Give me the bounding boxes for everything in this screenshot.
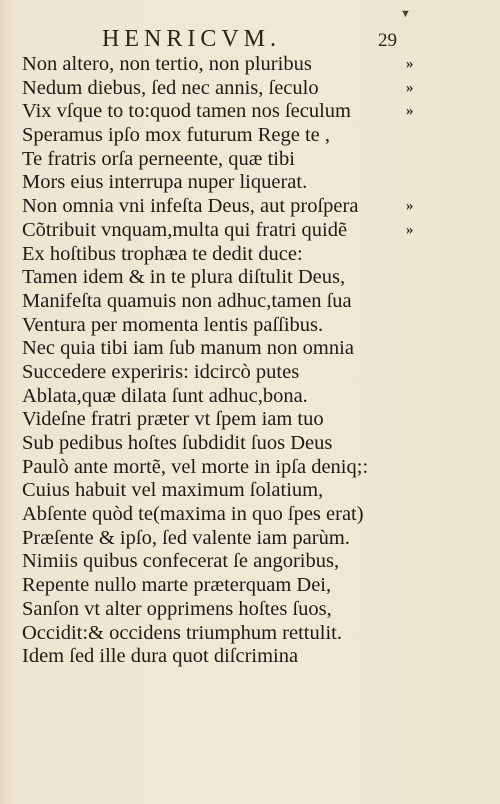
verse-line-text: Ventura per momenta lentis paſſibus. [22, 313, 324, 336]
quotation-mark: » [406, 103, 414, 120]
verse-line-text: Te fratris orſa perneente, quæ tibi [22, 147, 295, 170]
verse-line-text: Vix vſque to to:quod tamen nos ſeculum [22, 100, 352, 123]
verse-line-text: Speramus ipſo mox futurum Rege te , [22, 124, 331, 147]
verse-line [22, 432, 482, 456]
verse-line [22, 77, 482, 101]
verse-line-text: Tamen idem & in te plura diſtulit Deus, [22, 266, 346, 289]
verse-line [22, 53, 482, 77]
verse-line-text: Occidit:& occidens triumphum rettulit. [22, 621, 342, 644]
verse-line [22, 598, 482, 622]
verse-line-text: Ablata,quæ dilata ſunt adhuc,bona. [22, 384, 308, 407]
quotation-mark: » [406, 198, 414, 215]
verse-line-text: Cuius habuit vel maximum ſolatium, [22, 479, 324, 502]
verse-line [22, 314, 482, 338]
verse-line [22, 479, 482, 503]
verse-line-text: Paulò ante mortẽ, vel morte in ipſa deniq;: [22, 455, 369, 478]
verse-line [22, 124, 482, 148]
verse-line-text: Nedum diebus, ſed nec annis, ſeculo [22, 76, 319, 99]
verse-line [22, 385, 482, 409]
verse-line [22, 100, 482, 124]
verse-line-text: Nimiis quibus confecerat ſe angoribus, [22, 550, 340, 573]
verse-line-text: Idem ſed ille dura quot diſcrimina [22, 645, 299, 668]
verse-line [22, 361, 482, 385]
verse-line-text: Succedere experiris: idcircò putes [22, 360, 300, 383]
verse-line [22, 148, 482, 172]
corner-mark-icon: ▼ [400, 8, 411, 20]
quotation-mark: » [406, 56, 414, 72]
page-header [0, 8, 500, 54]
verse-line [22, 243, 482, 267]
verse-line [22, 408, 482, 432]
verse-line [22, 290, 482, 314]
quotation-mark: » [406, 79, 414, 96]
verse-line [22, 195, 482, 219]
running-title: HENRICVM. [102, 26, 282, 52]
verse-line-text: Mors eius interrupa nuper liquerat. [22, 171, 308, 194]
verse-line [22, 219, 482, 243]
verse-line-text: Videſne fratri præter vt ſpem iam tuo [22, 408, 324, 431]
verse-line-text: Sub pedibus hoſtes ſubdidit ſuos Deus [22, 432, 333, 454]
verse-block [22, 53, 482, 669]
verse-line-text: Non omnia vni infeſta Deus, aut proſpera [22, 195, 359, 218]
verse-line [22, 550, 482, 574]
verse-line [22, 622, 482, 646]
verse-line [22, 527, 482, 551]
quotation-mark: » [406, 221, 414, 238]
verse-line-text: Sanſon vt alter opprimens hoſtes ſuos, [22, 597, 332, 620]
verse-line-text: Manifeſta quamuis non adhuc,tamen ſua [22, 289, 352, 312]
verse-line-text: Repente nullo marte præterquam Dei, [22, 574, 332, 597]
verse-line-text: Ex hoſtibus trophæa te dedit duce: [22, 242, 303, 265]
page-number: 29 [378, 30, 397, 51]
verse-line [22, 337, 482, 361]
verse-line [22, 574, 482, 598]
verse-line-text: Nec quia tibi iam ſub manum non omnia [22, 337, 354, 360]
verse-line [22, 171, 482, 195]
verse-line [22, 456, 482, 480]
verse-line [22, 266, 482, 290]
verse-line-text: Cõtribuit vnquam,multa qui fratri quidẽ [22, 218, 348, 241]
verse-line-text: Abſente quòd te(maxima in quo ſpes erat) [22, 503, 364, 526]
verse-line-text: Non altero, non tertio, non pluribus [22, 53, 312, 75]
verse-line-text: Præſente & ipſo, ſed valente iam parùm. [22, 526, 350, 549]
verse-line [22, 503, 482, 527]
verse-line [22, 645, 482, 669]
